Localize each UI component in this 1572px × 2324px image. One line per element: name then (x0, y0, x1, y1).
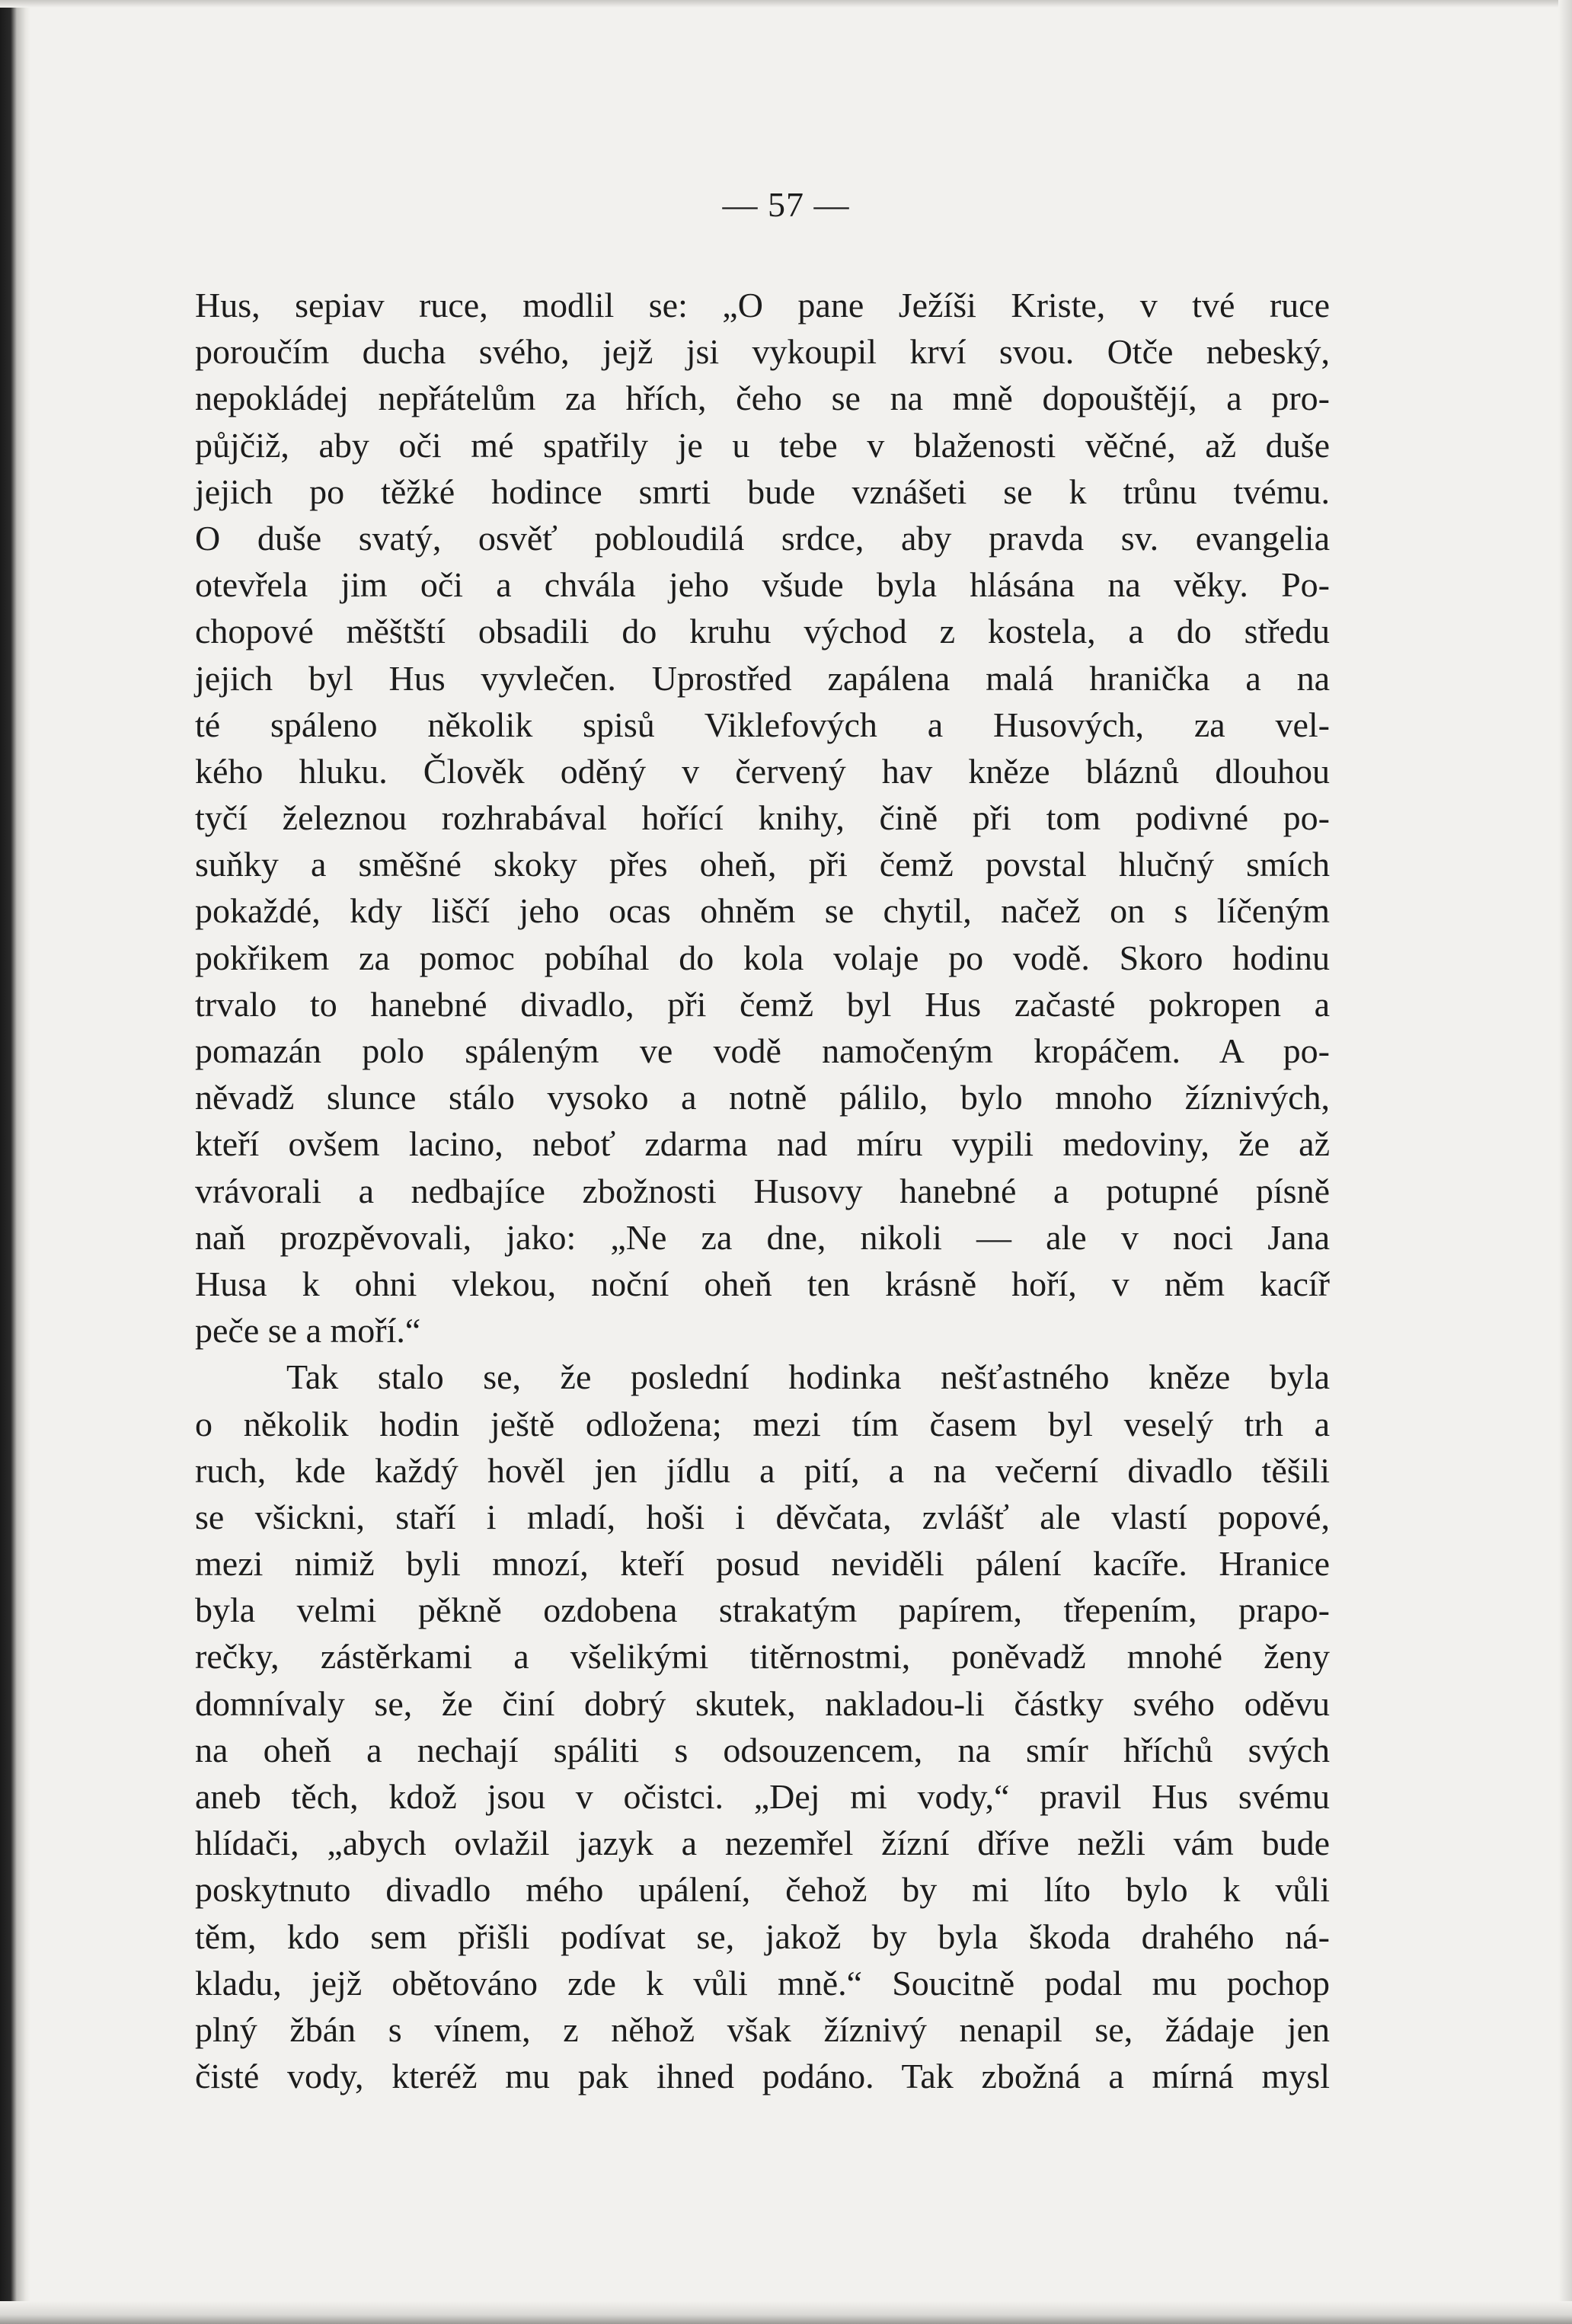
text-line: se všickni, staří i mladí, hoši i děvčata, zvlášť ale vlastí popové, (195, 1497, 1330, 1536)
text-line: vrávorali a nedbajíce zbožnosti Husovy hanebné a potupné písně (195, 1171, 1330, 1210)
text-line: těm, kdo sem přišli podívat se, jakož by byla škoda drahého ná- (195, 1916, 1330, 1956)
text-line: aneb těch, kdož jsou v očistci. „Dej mi vody,“ pravil Hus svému (195, 1777, 1330, 1816)
page-bottom-edge (0, 2301, 1572, 2324)
text-line: mezi nimiž byli mnozí, kteří posud neviděli pálení kacíře. Hranice (195, 1544, 1330, 1584)
text-line: něvadž slunce stálo vysoko a notně pálilo, bylo mnoho žíznivých, (195, 1078, 1330, 1117)
text-line: poroučím ducha svého, jejž jsi vykoupil krví svou. Otče nebeský, (195, 332, 1330, 372)
text-line: hlídači, „abych ovlažil jazyk a nezemřel žízní dříve nežli vám bude (195, 1824, 1330, 1863)
text-line: pokřikem za pomoc pobíhal do kola volaje po vodě. Skoro hodinu (195, 938, 1330, 977)
text-line: tyčí železnou rozhrabával hořící knihy, čině při tom podivné po- (195, 798, 1330, 838)
paragraph-last-line: peče se a moří.“ (195, 1311, 421, 1351)
text-line: půjčiž, aby oči mé spatřily je u tebe v blaženosti věčné, až duše (195, 425, 1330, 465)
text-line: suňky a směšné skoky přes oheň, při čemž povstal hlučný smích (195, 845, 1330, 884)
text-line: poskytnuto divadlo mého upálení, čehož by mi líto bylo k vůli (195, 1870, 1330, 1910)
text-line: naň prozpěvovali, jako: „Ne za dne, nikoli — ale v noci Jana (195, 1217, 1330, 1257)
page-right-edge (1558, 0, 1572, 2324)
text-line: nepokládej nepřátelům za hřích, čeho se na mně dopouštějí, a pro- (195, 379, 1330, 418)
text-line: o několik hodin ještě odložena; mezi tím časem byl veselý trh a (195, 1404, 1330, 1443)
text-line: jejich byl Hus vyvlečen. Uprostřed zapálena malá hranička a na (195, 658, 1330, 698)
text-line: otevřela jim oči a chvála jeho všude byla hlásána na věky. Po- (195, 565, 1330, 605)
text-line: na oheň a nechají spáliti s odsouzencem, na smír hříchů svých (195, 1730, 1330, 1769)
page-top-edge (0, 0, 1572, 8)
page-binding-edge (0, 0, 30, 2324)
text-line: ruch, kde každý hověl jen jídlu a pití, a na večerní divadlo těšili (195, 1450, 1330, 1490)
text-line: byla velmi pěkně ozdobena strakatým papírem, třepením, prapo- (195, 1590, 1330, 1630)
text-line: Husa k ohni vlekou, noční oheň ten krásně hoří, v něm kacíř (195, 1264, 1330, 1303)
text-line: O duše svatý, osvěť pobloudilá srdce, aby pravda sv. evangelia (195, 518, 1330, 558)
text-line: trvalo to hanebné divadlo, při čemž byl Hus začasté pokropen a (195, 984, 1330, 1024)
text-line: rečky, zástěrkami a všelikými titěrnostmi, poněvadž mnohé ženy (195, 1637, 1330, 1677)
text-line: plný žbán s vínem, z něhož však žíznivý nenapil se, žádaje jen (195, 2009, 1330, 2049)
body-text (195, 282, 1330, 2099)
text-line: čisté vody, kteréž mu pak ihned podáno. Tak zbožná a mírná mysl (195, 2057, 1330, 2096)
text-line: kladu, jejž obětováno zde k vůli mně.“ Soucitně podal mu pochop (195, 1963, 1330, 2003)
text-line: jejich po těžké hodince smrti bude vznášeti se k trůnu tvému. (195, 472, 1330, 511)
paragraph-first-line: Tak stalo se, že poslední hodinka nešťastného kněze byla (286, 1357, 1330, 1397)
text-line: pomazán polo spáleným ve vodě namočeným kropáčem. A po- (195, 1031, 1330, 1070)
text-line: chopové měštští obsadili do kruhu východ z kostela, a do středu (195, 612, 1330, 651)
text-line: pokaždé, kdy liščí jeho ocas ohněm se chytil, načež on s líčeným (195, 891, 1330, 931)
text-line: Hus, sepiav ruce, modlil se: „O pane Ježíši Kriste, v tvé ruce (195, 286, 1330, 324)
page-number: — 57 — (722, 185, 850, 224)
text-line: domnívaly se, že činí dobrý skutek, nakladou-li částky svého oděvu (195, 1683, 1330, 1723)
text-line: kteří ovšem lacino, neboť zdarma nad míru vypili medoviny, že až (195, 1124, 1330, 1164)
text-line: kého hluku. Člověk oděný v červený hav kněze bláznů dlouhou (195, 751, 1330, 791)
text-line: té spáleno několik spisů Viklefových a Husových, za vel- (195, 705, 1330, 744)
